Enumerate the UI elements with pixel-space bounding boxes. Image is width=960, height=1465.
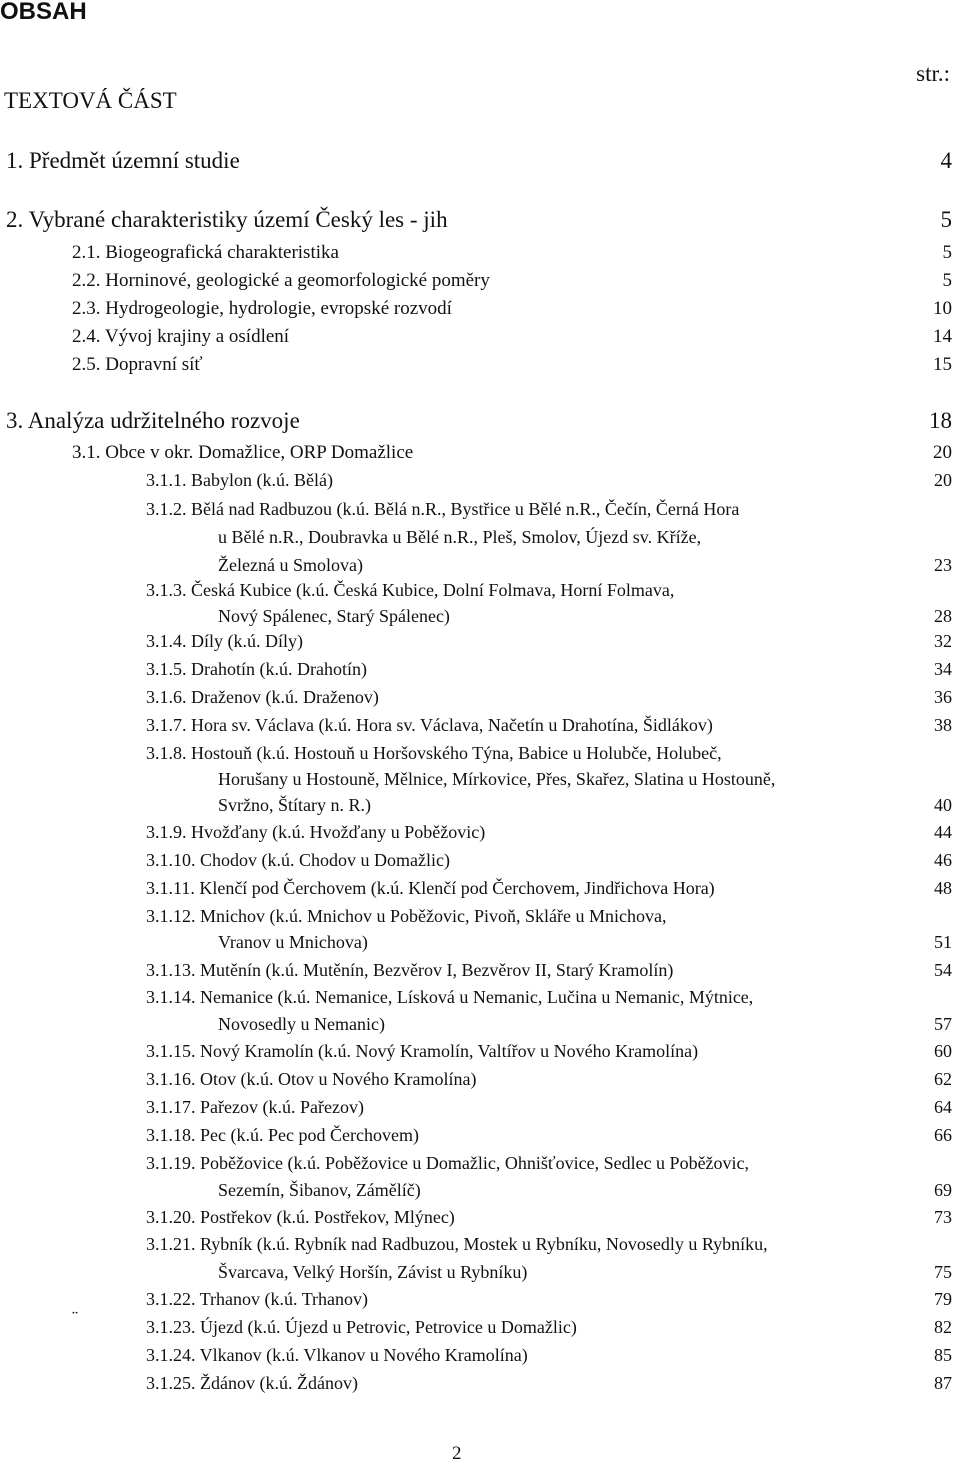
- page-title: OBSAH: [0, 0, 87, 25]
- toc-page: 38: [934, 715, 952, 735]
- toc-entry[interactable]: 3.1.1. Babylon (k.ú. Bělá): [146, 470, 333, 490]
- toc-entry[interactable]: 3.1.10. Chodov (k.ú. Chodov u Domažlic): [146, 850, 450, 870]
- toc-entry[interactable]: 3.1.8. Hostouň (k.ú. Hostouň u Horšovského Týna, Babice u Holubče, Holubeč,: [146, 743, 722, 763]
- toc-page: 40: [934, 795, 952, 815]
- toc-entry[interactable]: 2.3. Hydrogeologie, hydrologie, evropské rozvodí: [72, 298, 452, 319]
- toc-entry[interactable]: 3.1.21. Rybník (k.ú. Rybník nad Radbuzou, Mostek u Rybníku, Novosedly u Rybníku,: [146, 1234, 768, 1254]
- toc-entry[interactable]: 3.1.20. Postřekov (k.ú. Postřekov, Mlýnec): [146, 1207, 455, 1227]
- toc-page: 5: [942, 242, 952, 263]
- toc-entry[interactable]: 3.1. Obce v okr. Domažlice, ORP Domažlice: [72, 442, 414, 463]
- toc-entry[interactable]: 3.1.22. Trhanov (k.ú. Trhanov): [146, 1289, 369, 1309]
- toc-page: 48: [934, 878, 952, 898]
- toc-entry[interactable]: 3.1.2. Bělá nad Radbuzou (k.ú. Bělá n.R., Bystřice u Bělé n.R., Čečín, Černá Hora: [146, 499, 740, 519]
- toc-entry[interactable]: 3. Analýza udržitelného rozvoje: [6, 408, 300, 433]
- toc-entry[interactable]: 3.1.6. Draženov (k.ú. Draženov): [146, 687, 379, 707]
- toc-page: 64: [934, 1097, 952, 1117]
- toc-entry-continuation[interactable]: Železná u Smolova): [218, 555, 363, 575]
- page-number: 2: [452, 1443, 462, 1464]
- toc-page: 87: [934, 1373, 952, 1393]
- toc-entry-continuation[interactable]: Horušany u Hostouně, Mělnice, Mírkovice, Přes, Skařez, Slatina u Hostouně,: [218, 769, 776, 789]
- toc-entry[interactable]: 3.1.23. Újezd (k.ú. Újezd u Petrovic, Petrovice u Domažlic): [146, 1317, 577, 1337]
- toc-entry-continuation[interactable]: Svržno, Štítary n. R.): [218, 795, 371, 815]
- toc-entry[interactable]: 3.1.7. Hora sv. Václava (k.ú. Hora sv. Václava, Načetín u Drahotína, Šidlákov): [146, 715, 713, 735]
- toc-page: 28: [934, 606, 952, 626]
- stray-mark: ¨: [72, 1307, 78, 1327]
- toc-entry[interactable]: 3.1.16. Otov (k.ú. Otov u Nového Kramolína): [146, 1069, 477, 1089]
- toc-page: 75: [934, 1262, 952, 1282]
- toc-page: 20: [934, 470, 952, 490]
- toc-page: 15: [933, 354, 952, 375]
- section-title: TEXTOVÁ ČÁST: [4, 88, 177, 113]
- toc-entry[interactable]: 3.1.25. Ždánov (k.ú. Ždánov): [146, 1373, 358, 1393]
- toc-entry-continuation[interactable]: Švarcava, Velký Horšín, Závist u Rybníku): [218, 1262, 528, 1282]
- toc-entry[interactable]: 2. Vybrané charakteristiky území Český les - jih: [6, 207, 448, 232]
- toc-entry-continuation[interactable]: Vranov u Mnichova): [218, 932, 368, 952]
- toc-page: 51: [934, 932, 952, 952]
- toc-entry[interactable]: 2.4. Vývoj krajiny a osídlení: [72, 326, 290, 347]
- toc-entry[interactable]: 1. Předmět územní studie: [6, 148, 240, 173]
- toc-entry[interactable]: 3.1.9. Hvožďany (k.ú. Hvožďany u Poběžovic): [146, 822, 486, 842]
- toc-entry[interactable]: 3.1.12. Mnichov (k.ú. Mnichov u Poběžovic, Pivoň, Skláře u Mnichova,: [146, 906, 667, 926]
- toc-page: 5: [942, 270, 952, 291]
- toc-page: 82: [934, 1317, 952, 1337]
- toc-entry[interactable]: 3.1.4. Díly (k.ú. Díly): [146, 631, 303, 651]
- toc-page: 73: [934, 1207, 952, 1227]
- toc-page: 44: [934, 822, 952, 842]
- toc-entry[interactable]: 2.5. Dopravní síť: [72, 354, 203, 375]
- page-column-label: str.:: [916, 61, 950, 86]
- toc-page: 62: [934, 1069, 952, 1089]
- toc-entry[interactable]: 3.1.15. Nový Kramolín (k.ú. Nový Kramolín, Valtířov u Nového Kramolína): [146, 1041, 699, 1061]
- toc-entry[interactable]: 2.1. Biogeografická charakteristika: [72, 242, 339, 263]
- toc-entry-continuation[interactable]: u Bělé n.R., Doubravka u Bělé n.R., Pleš, Smolov, Újezd sv. Kříže,: [218, 527, 702, 547]
- toc-page: 46: [934, 850, 952, 870]
- toc-page: 4: [940, 148, 952, 173]
- toc-entry-continuation[interactable]: Sezemín, Šibanov, Zámělíč): [218, 1180, 421, 1200]
- toc-page: 32: [934, 631, 952, 651]
- toc-entry[interactable]: 3.1.19. Poběžovice (k.ú. Poběžovice u Domažlic, Ohnišťovice, Sedlec u Poběžovic,: [146, 1153, 750, 1173]
- toc-page: 54: [934, 960, 952, 980]
- toc-page: 60: [934, 1041, 952, 1061]
- toc-entry[interactable]: 3.1.13. Mutěnín (k.ú. Mutěnín, Bezvěrov I, Bezvěrov II, Starý Kramolín): [146, 960, 674, 980]
- toc-entry[interactable]: 3.1.5. Drahotín (k.ú. Drahotín): [146, 659, 367, 679]
- toc-entry[interactable]: 2.2. Horninové, geologické a geomorfologické poměry: [72, 270, 490, 291]
- toc-entry-continuation[interactable]: Nový Spálenec, Starý Spálenec): [218, 606, 450, 626]
- toc-page: 79: [934, 1289, 952, 1309]
- toc-entry-continuation[interactable]: Novosedly u Nemanic): [218, 1014, 385, 1034]
- toc-entry[interactable]: 3.1.24. Vlkanov (k.ú. Vlkanov u Nového Kramolína): [146, 1345, 528, 1365]
- toc-page: 69: [934, 1180, 952, 1200]
- toc-page: 66: [934, 1125, 952, 1145]
- toc-page: 10: [933, 298, 952, 319]
- toc-page: 36: [934, 687, 952, 707]
- toc-page: 23: [934, 555, 952, 575]
- toc-entry[interactable]: 3.1.14. Nemanice (k.ú. Nemanice, Lísková u Nemanic, Lučina u Nemanic, Mýtnice,: [146, 987, 754, 1007]
- toc-entry[interactable]: 3.1.18. Pec (k.ú. Pec pod Čerchovem): [146, 1125, 419, 1145]
- toc-page: 18: [929, 408, 952, 433]
- toc-page: 20: [933, 442, 952, 463]
- toc-entry[interactable]: 3.1.17. Pařezov (k.ú. Pařezov): [146, 1097, 364, 1117]
- toc-entry[interactable]: 3.1.11. Klenčí pod Čerchovem (k.ú. Klenčí pod Čerchovem, Jindřichova Hora): [146, 878, 715, 898]
- toc-page: 34: [934, 659, 952, 679]
- toc-page: 14: [933, 326, 952, 347]
- toc-page: 5: [940, 207, 952, 232]
- toc-page: 57: [934, 1014, 952, 1034]
- toc-page: 85: [934, 1345, 952, 1365]
- toc-entry[interactable]: 3.1.3. Česká Kubice (k.ú. Česká Kubice, Dolní Folmava, Horní Folmava,: [146, 580, 675, 600]
